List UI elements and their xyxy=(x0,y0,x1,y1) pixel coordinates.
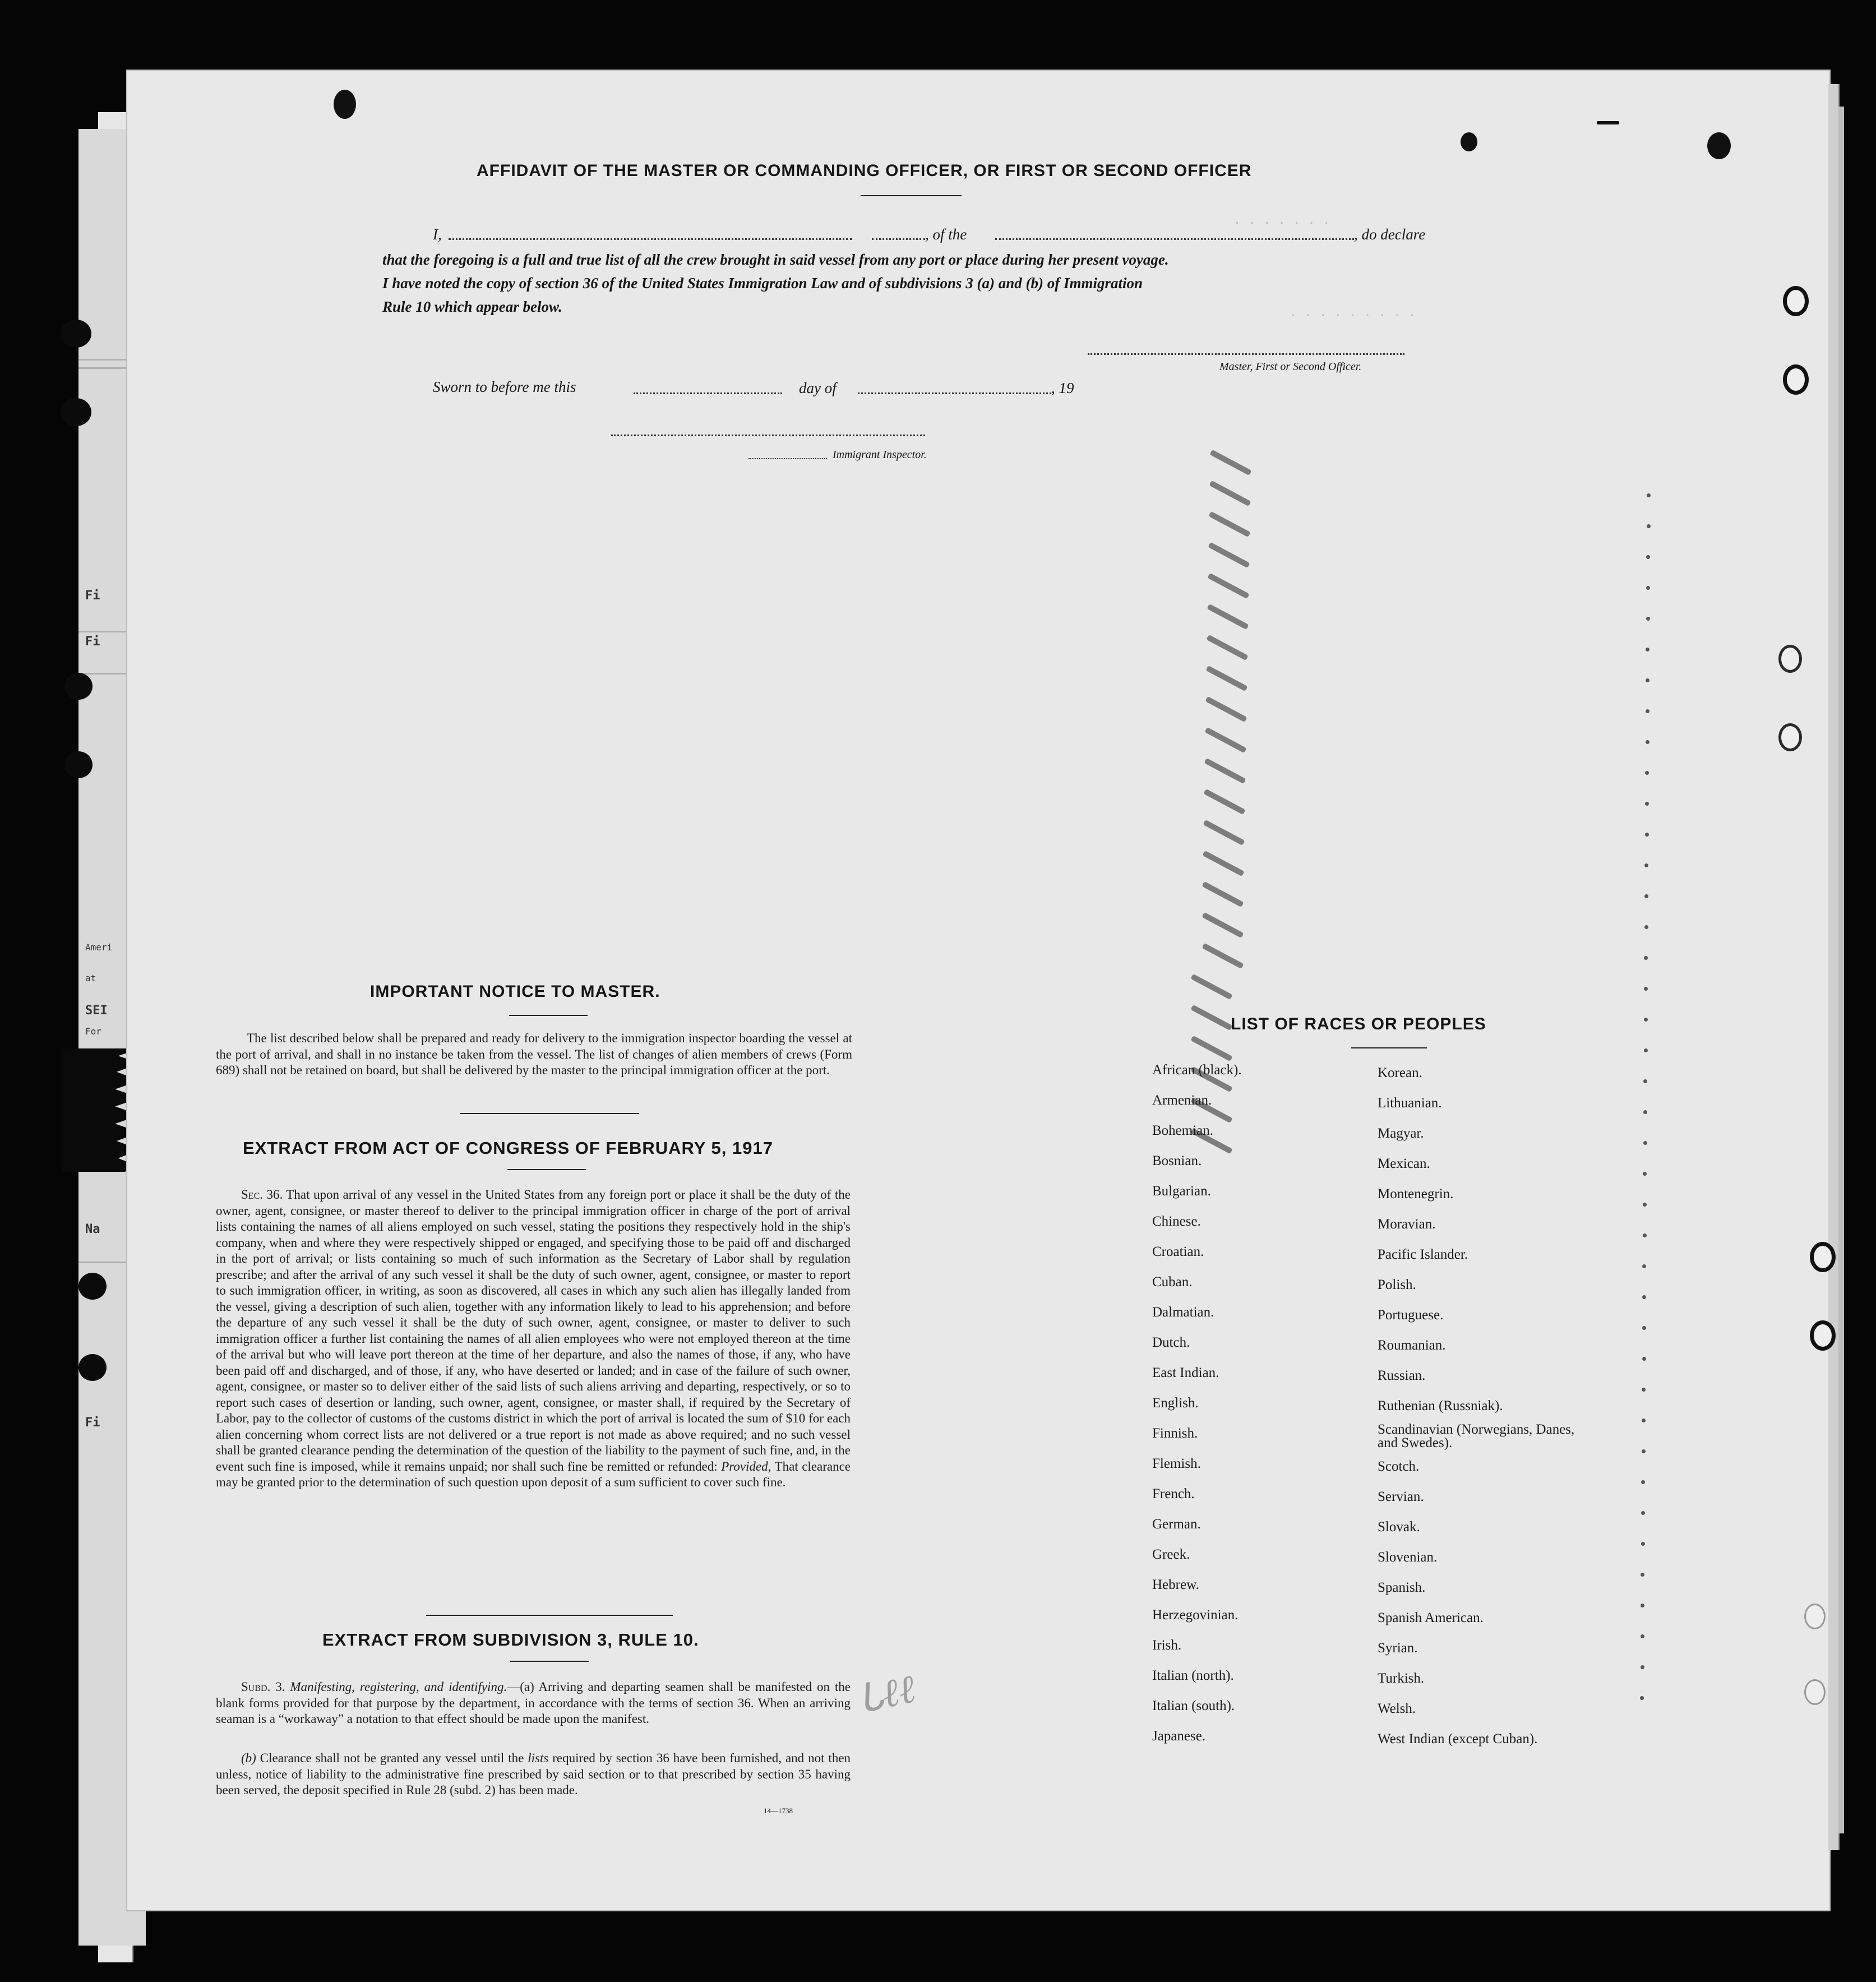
divider xyxy=(509,1015,588,1016)
affidavit-text: I have noted the copy of section 36 of the United States Immigration Law and of subdivisions 3 (a) and (b) of Immigration xyxy=(382,275,1143,292)
race-item: Dalmatian. xyxy=(1152,1305,1214,1320)
faint-dot xyxy=(1642,1419,1646,1422)
underlying-label: Fi xyxy=(85,589,100,603)
race-item: Ruthenian (Russniak). xyxy=(1378,1398,1503,1413)
race-item: Cuban. xyxy=(1152,1274,1193,1290)
binder-hole xyxy=(1810,1320,1836,1351)
race-item: Servian. xyxy=(1378,1489,1424,1504)
faint-dot xyxy=(1641,1604,1644,1607)
binder-hole xyxy=(1804,1679,1826,1705)
faint-dot xyxy=(1646,555,1650,559)
races-column-1 xyxy=(1152,1062,1242,1759)
divider xyxy=(426,1615,673,1616)
faint-dot xyxy=(1647,524,1651,528)
faint-dot xyxy=(1641,1511,1645,1515)
binder-hole xyxy=(61,398,91,426)
notice-body: The list described below shall be prepared and ready for delivery to the immigration inspector boarding the vessel at the port of arrival, and shall in no instance be taken from the vessel. The list of changes of alien members of crews (Form 689) shall not be retained on board, but shall be delivered by the master to the principal immigration officer at the port. xyxy=(216,1031,852,1077)
faint-dot xyxy=(1646,617,1650,621)
affidavit-text: I, xyxy=(433,226,442,243)
binder-hole xyxy=(1778,723,1802,751)
affidavit-text: , of the xyxy=(925,226,967,243)
faint-dot xyxy=(1641,1542,1645,1546)
rule-para-a-text: —(a) Arriving and departing seamen shall be manifested on the blank forms provided for that purpose by the department, in accordance with the terms of section 36. When an arriving seaman is a “workaway” a notation to that effect should be made upon the manifest. xyxy=(216,1680,851,1726)
faint-dot xyxy=(1644,956,1648,960)
race-item: Flemish. xyxy=(1152,1456,1201,1471)
faint-dot xyxy=(1641,1573,1644,1577)
fill-line xyxy=(872,238,925,240)
divider xyxy=(861,195,962,196)
race-item: Bulgarian. xyxy=(1152,1184,1211,1199)
faint-dot xyxy=(1644,987,1648,991)
race-item: Lithuanian. xyxy=(1378,1096,1442,1111)
inspector-line xyxy=(611,435,925,436)
races-column-2 xyxy=(1378,1065,1585,1762)
race-item: Russian. xyxy=(1378,1368,1426,1383)
binder-hole xyxy=(78,1273,107,1300)
faint-dot xyxy=(1645,771,1649,775)
faint-dot xyxy=(1642,1449,1646,1453)
act-body-text: That upon arrival of any vessel in the United States from any foreign port or place it shall be the duty of the owner, agent, consignee, or master thereof to deliver to the principal immigration officer in charge of the port of arrival lists containing the names of all aliens employed on such vessel, stating the positions they respectively hold in the ship's company, when and where they were respectively shipped or engaged, and specifying those to be paid off and discharged in the port of arrival; or lists containing so much of such information as the Secretary of Labor shall by regulation prescribe; and after the arrival of any such vessel it shall be the duty of such owner, agent, consignee, or master to report to such immigration officer, in writing, as soon as discovered, all cases in which any such alien has illegally landed from the vessel, giving a description of such alien, together with any information likely to lead to his apprehension; and before the departure of any such vessel it shall be the duty of such owner, agent, consignee, or master to deliver to such immigration officer a further list containing the names of all alien employees who were not employed thereon at the time of the arrival but who will leave port thereon at the time of her departure, and also the names of those, if any, who have been paid off and discharged, and of those, if any, who have deserted or landed; and in case of the failure of such owner, agent, consignee, or master so to deliver either of the said lists of such aliens arriving and departing, respectively, or so to report such cases of desertion or landing, such owner, agent, consignee, or master shall, if required by the Secretary of Labor, pay to the collector of customs of the customs district in which the port of arrival is located the sum of $10 for each alien concerning whom correct lists are not delivered or a true report is not made as above required; and no such vessel shall be granted clearance pending the determination of the question of the liability to the payment of such fine, and, in the event such fine is imposed, while it remains unpaid; nor shall such fine be remitted or refunded: xyxy=(216,1188,851,1473)
race-item: Syrian. xyxy=(1378,1641,1418,1656)
race-item: Scandinavian (Norwegians, Danes, and Swedes). xyxy=(1378,1422,1575,1450)
race-item: Mexican. xyxy=(1378,1156,1430,1171)
race-item: German. xyxy=(1152,1517,1201,1532)
act-proviso-label: Provided, xyxy=(721,1459,771,1473)
rule-subd-label: Subd. 3. xyxy=(241,1680,285,1694)
faint-dot xyxy=(1646,740,1649,744)
punch-mark xyxy=(334,90,356,119)
underlying-label: Fi xyxy=(85,635,100,649)
faint-dot xyxy=(1645,833,1649,837)
faint-dot xyxy=(1642,1295,1646,1299)
page-edge-fringe xyxy=(1838,107,1844,1833)
faint-dot xyxy=(1641,1634,1644,1638)
divider xyxy=(460,1113,639,1114)
faint-dot xyxy=(1640,1696,1644,1700)
rule-para-a xyxy=(216,1679,851,1727)
race-item: Croatian. xyxy=(1152,1244,1204,1259)
rule-para-b-lists: lists xyxy=(528,1751,549,1765)
binder-hole xyxy=(1778,645,1802,673)
binder-hole xyxy=(1804,1604,1826,1629)
fill-line xyxy=(449,238,852,240)
signature-caption: Master, First or Second Officer. xyxy=(1219,361,1362,373)
faint-dot xyxy=(1644,894,1648,898)
act-section-label: Sec. 36. xyxy=(241,1188,283,1202)
binder-hole xyxy=(1783,286,1809,316)
race-item: Japanese. xyxy=(1152,1729,1206,1744)
race-item: Korean. xyxy=(1378,1065,1422,1080)
binder-hole xyxy=(78,1354,107,1381)
binder-hole xyxy=(64,673,93,700)
faint-dot xyxy=(1643,1079,1647,1083)
bleed-through: . . . . . . . . . xyxy=(1290,306,1416,320)
punch-mark xyxy=(1707,132,1731,159)
act-body xyxy=(216,1187,851,1491)
faint-dot xyxy=(1643,1233,1647,1237)
divider xyxy=(1351,1047,1427,1048)
rule-heading: EXTRACT FROM SUBDIVISION 3, RULE 10. xyxy=(322,1630,699,1650)
faint-dot xyxy=(1646,678,1649,682)
race-item: Slovak. xyxy=(1378,1519,1420,1535)
race-item: Italian (north). xyxy=(1152,1668,1234,1683)
faint-dot xyxy=(1644,1048,1648,1052)
faint-dot xyxy=(1643,1203,1647,1207)
race-item: Magyar. xyxy=(1378,1126,1424,1141)
race-item: West Indian (except Cuban). xyxy=(1378,1731,1538,1747)
binder-hole xyxy=(61,320,91,348)
underlying-label: at xyxy=(85,973,96,983)
binder-hole xyxy=(1783,364,1809,395)
race-item: Bosnian. xyxy=(1152,1153,1202,1168)
race-item: Slovenian. xyxy=(1378,1550,1438,1565)
sworn-text: Sworn to before me this xyxy=(433,378,576,395)
handwritten-signature: ᒐℓℓ xyxy=(853,1665,919,1722)
divider xyxy=(507,1169,586,1170)
faint-dot xyxy=(1642,1388,1646,1392)
sworn-text: day of xyxy=(799,380,837,396)
race-item: Hebrew. xyxy=(1152,1577,1199,1592)
race-item: Portuguese. xyxy=(1378,1308,1444,1323)
race-item: Greek. xyxy=(1152,1547,1190,1562)
race-item: Finnish. xyxy=(1152,1426,1198,1441)
faint-dot xyxy=(1647,493,1651,497)
race-item: Dutch. xyxy=(1152,1335,1190,1350)
rule-subd-title: Manifesting, registering, and identifying. xyxy=(290,1680,507,1694)
race-item: Spanish American. xyxy=(1378,1610,1484,1625)
fill-line xyxy=(858,392,1051,394)
act-proviso-text: That clearance may be granted prior to the determination of such question upon deposit of a sum sufficient to cover such fine. xyxy=(216,1459,851,1489)
rule-para-b-label: (b) xyxy=(241,1751,256,1765)
faint-dot xyxy=(1646,586,1650,590)
punch-mark xyxy=(1461,132,1477,151)
race-item: Italian (south). xyxy=(1152,1698,1235,1713)
race-item: Pacific Islander. xyxy=(1378,1247,1468,1262)
faint-dot xyxy=(1644,863,1648,867)
faint-dot xyxy=(1642,1326,1646,1330)
race-item: Turkish. xyxy=(1378,1671,1425,1686)
affidavit-text: , do declare xyxy=(1354,226,1426,243)
faint-dot xyxy=(1643,1110,1647,1114)
race-item: Bohemian. xyxy=(1152,1123,1214,1138)
underlying-label: Na xyxy=(85,1222,100,1236)
race-item: African (black). xyxy=(1152,1062,1242,1078)
faint-dot xyxy=(1644,1018,1648,1022)
faint-dot xyxy=(1646,709,1649,713)
faint-dot xyxy=(1645,802,1649,806)
race-item: Roumanian. xyxy=(1378,1338,1446,1353)
faint-dot xyxy=(1642,1357,1646,1361)
underlying-label: Ameri xyxy=(85,942,113,953)
underlying-label: SEI xyxy=(85,1004,108,1018)
race-item: Chinese. xyxy=(1152,1214,1201,1229)
rule-para-b xyxy=(216,1750,851,1799)
divider xyxy=(510,1661,589,1662)
binder-hole xyxy=(64,751,93,778)
bleed-through: . . . . . . . xyxy=(1233,213,1330,227)
race-item: Welsh. xyxy=(1378,1701,1416,1716)
ink-mark xyxy=(1597,121,1619,124)
race-item: Herzegovinian. xyxy=(1152,1607,1239,1623)
affidavit-text: Rule 10 which appear below. xyxy=(382,298,562,315)
signature-line xyxy=(1088,353,1404,355)
races-heading: LIST OF RACES OR PEOPLES xyxy=(1231,1015,1486,1033)
faint-dot xyxy=(1643,1141,1647,1145)
affidavit-heading: AFFIDAVIT OF THE MASTER OR COMMANDING OFFICER, OR FIRST OR SECOND OFFICER xyxy=(477,161,1252,180)
affidavit-text: that the foregoing is a full and true list of all the crew brought in said vessel from any port or place during her present voyage. xyxy=(382,251,1169,268)
act-heading: EXTRACT FROM ACT OF CONGRESS OF FEBRUARY 5, 1917 xyxy=(243,1138,773,1158)
rule-para-b-text: required by section 36 have been furnished, and not then unless, notice of liability to the administrative fine prescribed by said section or to that prescribed by section 35 having been served, the deposit specified in Rule 28 (subd. 2) has been made. xyxy=(216,1751,851,1797)
fill-line xyxy=(634,392,782,394)
race-item: East Indian. xyxy=(1152,1365,1219,1380)
faint-dot xyxy=(1641,1480,1645,1484)
underlying-label: For xyxy=(85,1026,101,1037)
race-item: French. xyxy=(1152,1486,1195,1501)
faint-dot xyxy=(1641,1665,1644,1669)
race-item: Polish. xyxy=(1378,1277,1416,1292)
race-item: Armenian. xyxy=(1152,1093,1212,1108)
rule-para-b-text: Clearance shall not be granted any vessel until the xyxy=(260,1751,524,1765)
fill-line xyxy=(748,458,827,459)
notice-heading: IMPORTANT NOTICE TO MASTER. xyxy=(370,982,660,1001)
race-item: Moravian. xyxy=(1378,1217,1436,1232)
print-code: 14—1738 xyxy=(764,1807,793,1815)
fill-line xyxy=(995,238,1354,240)
faint-dot xyxy=(1644,925,1648,929)
inspector-caption: Immigrant Inspector. xyxy=(833,449,927,461)
faint-dot xyxy=(1643,1172,1647,1176)
race-item: English. xyxy=(1152,1396,1199,1411)
underlying-label: Fi xyxy=(85,1416,100,1430)
race-item: Irish. xyxy=(1152,1638,1182,1653)
race-item: Montenegrin. xyxy=(1378,1186,1454,1202)
race-item: Scotch. xyxy=(1378,1459,1420,1474)
sworn-text: , 19 xyxy=(1051,380,1074,396)
faint-dot xyxy=(1646,648,1649,652)
binder-hole xyxy=(1810,1242,1836,1272)
page-edge-fringe xyxy=(1828,84,1840,1850)
race-item: Spanish. xyxy=(1378,1580,1426,1595)
faint-dot xyxy=(1642,1264,1646,1268)
